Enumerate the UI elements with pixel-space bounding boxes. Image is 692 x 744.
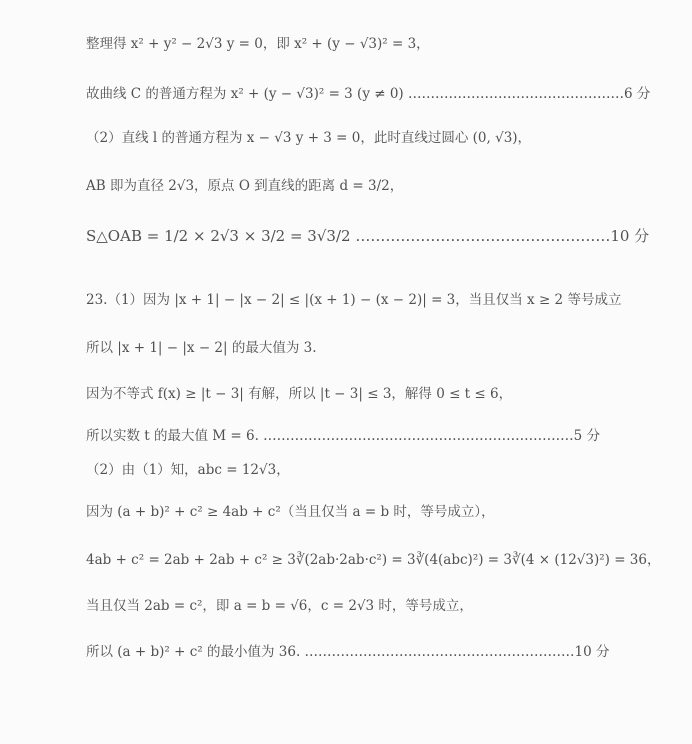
answer-line-7: 所以 |x + 1| − |x − 2| 的最大值为 3. <box>86 340 317 356</box>
answer-line-4: AB 即为直径 2√3，原点 O 到直线的距离 d = 3/2， <box>86 178 404 194</box>
answer-line-5: S△OAB = 1/2 × 2√3 × 3/2 = 3√3/2 ……………………………………………10 分 <box>86 227 650 245</box>
answer-line-10: （2）由（1）知，abc = 12√3， <box>86 462 290 478</box>
answer-line-12: 4ab + c² = 2ab + 2ab + c² ≥ 3∛(2ab·2ab·c²) = 3∛(4(abc)²) = 3∛(4 × (12√3)²) = 36， <box>86 552 661 568</box>
answer-line-11: 因为 (a + b)² + c² ≥ 4ab + c²（当且仅当 a = b 时，等号成立）， <box>86 504 495 520</box>
answer-line-1: 整理得 x² + y² − 2√3 y = 0，即 x² + (y − √3)² = 3， <box>86 36 430 52</box>
answer-line-13: 当且仅当 2ab = c²，即 a = b = √6，c = 2√3 时，等号成立， <box>86 598 473 614</box>
answer-line-2: 故曲线 C 的普通方程为 x² + (y − √3)² = 3 (y ≠ 0) …………………………………………6 分 <box>86 86 651 102</box>
answer-line-6: 23.（1）因为 |x + 1| − |x − 2| ≤ |(x + 1) − (x − 2)| = 3，当且仅当 x ≥ 2 等号成立 <box>86 292 622 308</box>
answer-line-9: 所以实数 t 的最大值 M = 6. ……………………………………………………………5 分 <box>86 428 601 444</box>
answer-line-3: （2）直线 l 的普通方程为 x − √3 y + 3 = 0，此时直线过圆心 (0, √3)， <box>86 130 532 146</box>
answer-line-14: 所以 (a + b)² + c² 的最小值为 36. ……………………………………………………10 分 <box>86 644 610 660</box>
answer-line-8: 因为不等式 f(x) ≥ |t − 3| 有解，所以 |t − 3| ≤ 3，解得 0 ≤ t ≤ 6， <box>86 386 513 402</box>
